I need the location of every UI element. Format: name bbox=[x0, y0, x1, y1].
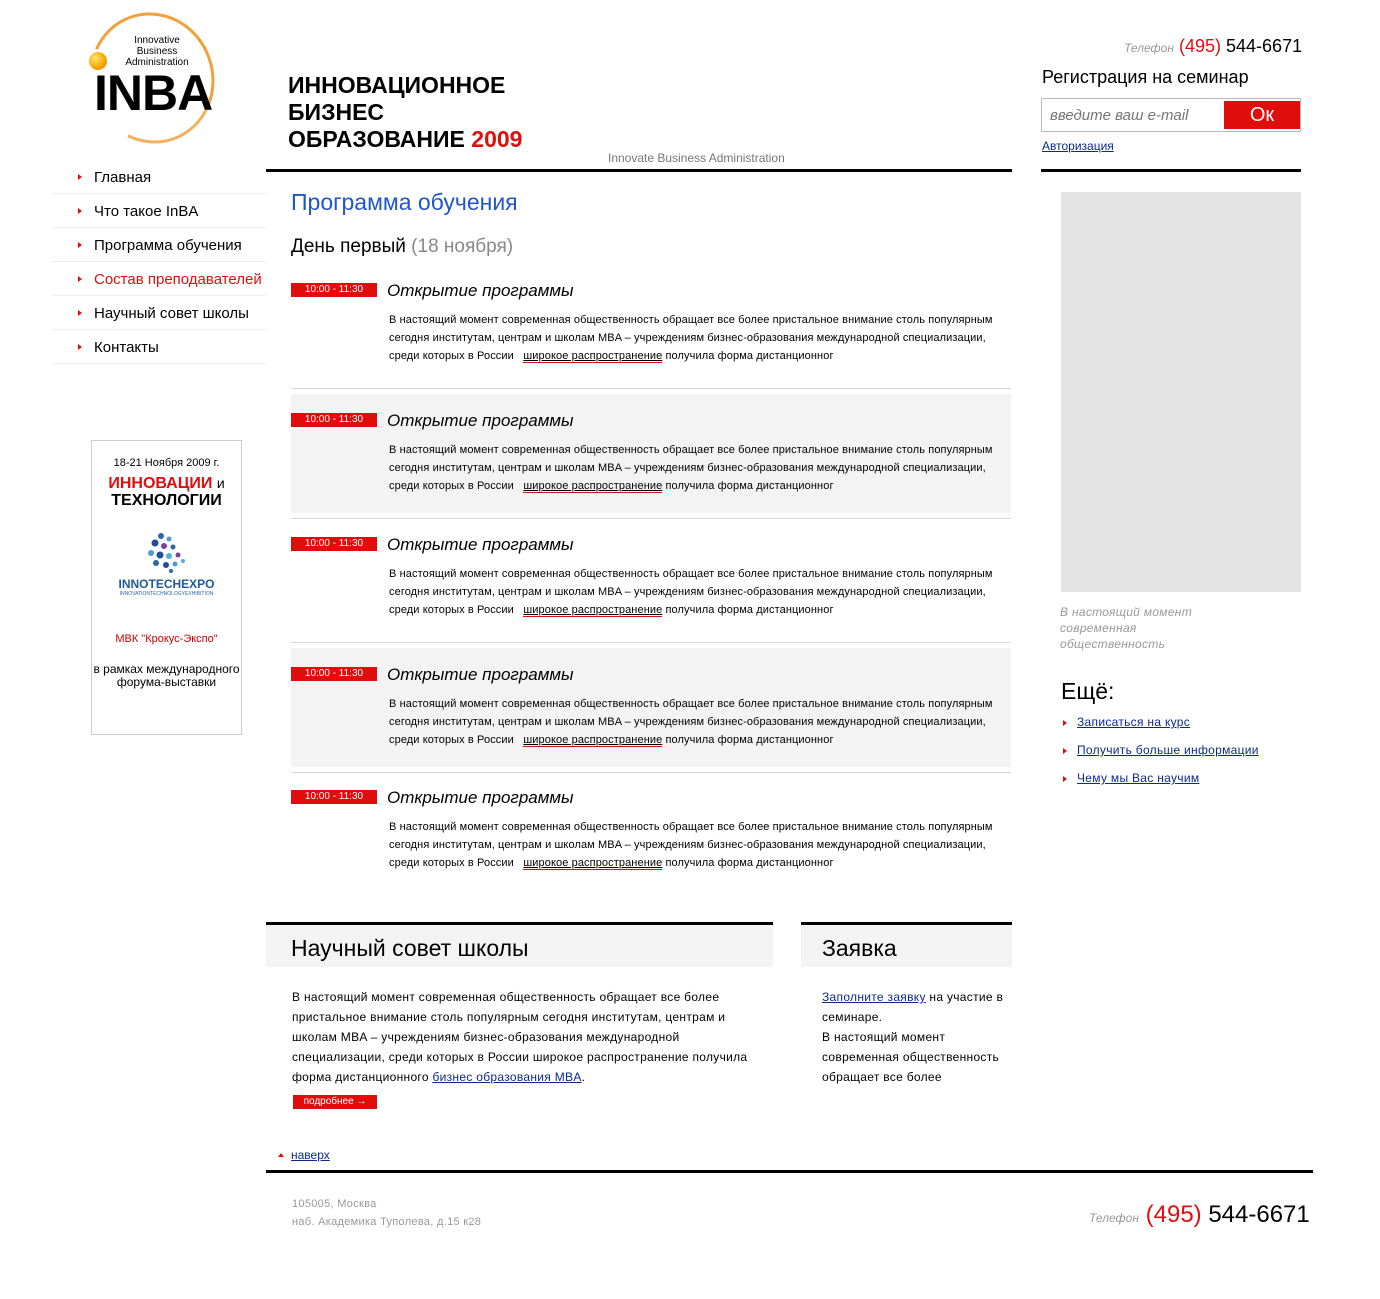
day-title bbox=[291, 236, 513, 258]
registration-form bbox=[1041, 98, 1301, 132]
session-divider bbox=[291, 642, 1011, 643]
session-title: Открытие программы bbox=[387, 281, 574, 300]
footer-divider bbox=[266, 1170, 1313, 1173]
nav-item-contacts[interactable] bbox=[52, 330, 266, 364]
brand-year: 2009 bbox=[471, 126, 523, 152]
expo-banner[interactable] bbox=[91, 440, 242, 735]
nav-item-teachers[interactable] bbox=[52, 262, 266, 296]
council-header bbox=[266, 922, 773, 967]
application-text-body: В настоящий момент современная общественность обращает все более bbox=[822, 1030, 1000, 1084]
nav-item-about[interactable] bbox=[52, 194, 266, 228]
session-text-after: получила форма дистанционног bbox=[665, 350, 834, 362]
more-link-item bbox=[1061, 743, 1259, 771]
application-box bbox=[801, 922, 1012, 1087]
header-divider bbox=[266, 169, 1012, 172]
back-to-top[interactable] bbox=[278, 1148, 330, 1162]
session-divider bbox=[291, 388, 1011, 389]
application-title: Заявка bbox=[822, 935, 897, 961]
nav-arrow-icon bbox=[78, 208, 82, 214]
session-divider bbox=[291, 518, 1011, 519]
expo-dots-icon bbox=[141, 531, 191, 575]
brand-line-2: БИЗНЕС bbox=[288, 99, 385, 125]
ok-button[interactable]: Ок bbox=[1224, 101, 1300, 129]
nav-item-home[interactable] bbox=[52, 160, 266, 194]
nav-label: Контакты bbox=[94, 339, 159, 356]
header-phone bbox=[1124, 36, 1302, 57]
nav-arrow-icon bbox=[78, 310, 82, 316]
phone-code: (495) bbox=[1178, 36, 1221, 56]
session-text-after: получила форма дистанционног bbox=[665, 857, 834, 869]
application-header bbox=[801, 922, 1012, 967]
address-line-1: 105005, Москва bbox=[292, 1198, 377, 1210]
council-link[interactable]: бизнес образования MBA bbox=[432, 1070, 582, 1084]
ad-caption: В настоящий момент современная общественность bbox=[1060, 605, 1192, 651]
session-link[interactable]: широкое распространение bbox=[523, 857, 663, 869]
session-text-after: получила форма дистанционног bbox=[665, 734, 834, 746]
session-text-body: В настоящий момент современная общественность обращает все более пристальное внимание столь популярным сегодня институтам, центрам и школам MBA – учреждениям бизнес-образования международной специализации, среди которых в России bbox=[389, 821, 993, 869]
day-title-text: День первый bbox=[291, 236, 406, 257]
session-time-badge: 10:00 - 11:30 bbox=[291, 790, 377, 804]
session-link[interactable]: широкое распространение bbox=[523, 350, 663, 362]
expo-sub: INNOVATIONTECHNOLOGYEXHIBITION bbox=[119, 591, 214, 597]
ad-placeholder[interactable] bbox=[1061, 192, 1301, 592]
application-text-after: на участие в семинаре. bbox=[822, 990, 1004, 1024]
session-link[interactable]: широкое распространение bbox=[523, 480, 663, 492]
nav-label: Что такое InBA bbox=[94, 203, 199, 220]
nav-arrow-icon bbox=[78, 344, 82, 350]
nav-arrow-icon bbox=[78, 242, 82, 248]
expo-name: INNOTECHEXPO bbox=[118, 577, 215, 591]
banner-headline-black: ТЕХНОЛОГИИ bbox=[111, 492, 222, 509]
session-title: Открытие программы bbox=[387, 788, 574, 807]
council-text-body: В настоящий момент современная общественность обращает все более пристальное внимание столь популярным сегодня институтам, центрам и школам MBA – учреждениям бизнес-образования международной специализации, среди которых в России широкое распространение получила форма дистанционного bbox=[292, 990, 748, 1084]
session-text bbox=[389, 695, 999, 749]
main-nav bbox=[52, 160, 266, 364]
phone-label: Телефон bbox=[1124, 41, 1174, 55]
page-title: Программа обучения bbox=[291, 189, 518, 215]
link-arrow-icon bbox=[1063, 720, 1067, 726]
phone-number: 544-6671 bbox=[1226, 36, 1303, 56]
brand-subtitle: Innovate Business Administration bbox=[608, 151, 785, 165]
email-input[interactable] bbox=[1048, 103, 1222, 127]
application-link[interactable]: Заполните заявку bbox=[822, 990, 926, 1004]
footer-phone-label: Телефон bbox=[1089, 1211, 1139, 1225]
logo-big-text: INBA bbox=[94, 65, 213, 121]
session-text-body: В настоящий момент современная общественность обращает все более пристальное внимание столь популярным сегодня институтам, центрам и школам MBA – учреждениям бизнес-образования международной специализации, среди которых в России bbox=[389, 444, 993, 492]
nav-label: Научный совет школы bbox=[94, 305, 249, 322]
program-session bbox=[291, 648, 1011, 767]
session-divider bbox=[291, 772, 1011, 773]
session-text-after: получила форма дистанционног bbox=[665, 480, 834, 492]
brand-title bbox=[288, 72, 522, 153]
session-text bbox=[389, 818, 999, 872]
banner-headline-red: ИННОВАЦИИ bbox=[108, 475, 213, 492]
nav-label: Состав преподавателей bbox=[94, 271, 262, 288]
day-date: (18 ноября) bbox=[411, 236, 514, 257]
application-text bbox=[801, 967, 1012, 1087]
more-link-info[interactable]: Получить больше информации bbox=[1077, 743, 1259, 757]
program-session bbox=[291, 278, 1011, 386]
footer-phone-code: (495) bbox=[1145, 1201, 1202, 1228]
program-session bbox=[291, 394, 1011, 513]
session-link[interactable]: широкое распространение bbox=[523, 734, 663, 746]
nav-label: Главная bbox=[94, 169, 152, 186]
program-session bbox=[291, 524, 1011, 640]
banner-date: 18-21 Ноября 2009 г. bbox=[113, 457, 220, 469]
council-text: В настоящий момент современная общественность обращает все более пристальное внимание столь популярным сегодня институтам, центрам и школам MBA – учреждениям бизнес-образования международной специализации, среди которых в России широкое распространение получила форма дистанционного бизнес образования MBA. bbox=[292, 990, 748, 1084]
nav-item-council[interactable] bbox=[52, 296, 266, 330]
more-link-item bbox=[1061, 771, 1259, 799]
auth-link[interactable]: Авторизация bbox=[1042, 139, 1114, 153]
innotechexpo-logo bbox=[119, 531, 215, 611]
link-arrow-icon bbox=[1063, 776, 1067, 782]
up-arrow-icon bbox=[278, 1153, 284, 1157]
brand-line-1: ИННОВАЦИОННОЕ bbox=[288, 72, 506, 98]
session-text-body: В настоящий момент современная общественность обращает все более пристальное внимание столь популярным сегодня институтам, центрам и школам MBA – учреждениям бизнес-образования международной специализации, среди которых в России bbox=[389, 698, 993, 746]
session-text-after: получила форма дистанционног bbox=[665, 604, 834, 616]
sidebar-divider bbox=[1041, 169, 1301, 172]
more-link-item bbox=[1061, 715, 1259, 743]
banner-note: в рамках международного форума-выставки bbox=[93, 662, 240, 689]
registration-title: Регистрация на семинар bbox=[1042, 67, 1249, 87]
back-to-top-link[interactable]: наверх bbox=[291, 1148, 330, 1162]
session-text-body: В настоящий момент современная общественность обращает все более пристальное внимание столь популярным сегодня институтам, центрам и школам MBA – учреждениям бизнес-образования международной специализации, среди которых в России bbox=[389, 568, 993, 616]
council-title: Научный совет школы bbox=[291, 935, 529, 961]
more-link-enroll[interactable]: Записаться на курс bbox=[1077, 715, 1191, 729]
nav-arrow-icon bbox=[78, 174, 82, 180]
banner-headline-and: и bbox=[216, 475, 225, 491]
session-title: Открытие программы bbox=[387, 411, 574, 430]
session-text bbox=[389, 441, 999, 495]
nav-item-program[interactable] bbox=[52, 228, 266, 262]
inba-logo[interactable] bbox=[84, 10, 214, 145]
program-session bbox=[291, 778, 1011, 886]
session-time-badge: 10:00 - 11:30 bbox=[291, 537, 377, 551]
banner-venue: МВК "Крокус-Экспо" bbox=[115, 633, 218, 645]
logo-small-text: Innovative Business Administration bbox=[125, 35, 189, 68]
brand-line-3-text: ОБРАЗОВАНИЕ bbox=[288, 126, 465, 152]
session-time-badge: 10:00 - 11:30 bbox=[291, 413, 377, 427]
more-button[interactable]: подробнее → bbox=[293, 1095, 377, 1109]
nav-label: Программа обучения bbox=[94, 237, 242, 254]
more-links bbox=[1061, 715, 1259, 799]
session-title: Открытие программы bbox=[387, 535, 574, 554]
session-link[interactable]: широкое распространение bbox=[523, 604, 663, 616]
nav-arrow-icon bbox=[78, 276, 82, 282]
session-time-badge: 10:00 - 11:30 bbox=[291, 283, 377, 297]
session-text bbox=[389, 311, 999, 365]
session-title: Открытие программы bbox=[387, 665, 574, 684]
footer-phone bbox=[1089, 1201, 1310, 1229]
brand-line-3 bbox=[288, 126, 522, 153]
footer-phone-number: 544-6671 bbox=[1208, 1201, 1310, 1228]
council-box bbox=[266, 922, 773, 1087]
session-time-badge: 10:00 - 11:30 bbox=[291, 667, 377, 681]
more-link-learn[interactable]: Чему мы Вас научим bbox=[1077, 771, 1200, 785]
banner-headline bbox=[92, 475, 241, 509]
address-line-2: наб. Академика Туполева, д.15 к28 bbox=[292, 1216, 482, 1228]
more-title: Ещё: bbox=[1061, 678, 1115, 704]
session-text bbox=[389, 565, 999, 619]
session-text-body: В настоящий момент современная общественность обращает все более пристальное внимание столь популярным сегодня институтам, центрам и школам MBA – учреждениям бизнес-образования международной специализации, среди которых в России bbox=[389, 314, 993, 362]
link-arrow-icon bbox=[1063, 748, 1067, 754]
footer-address bbox=[292, 1195, 481, 1231]
